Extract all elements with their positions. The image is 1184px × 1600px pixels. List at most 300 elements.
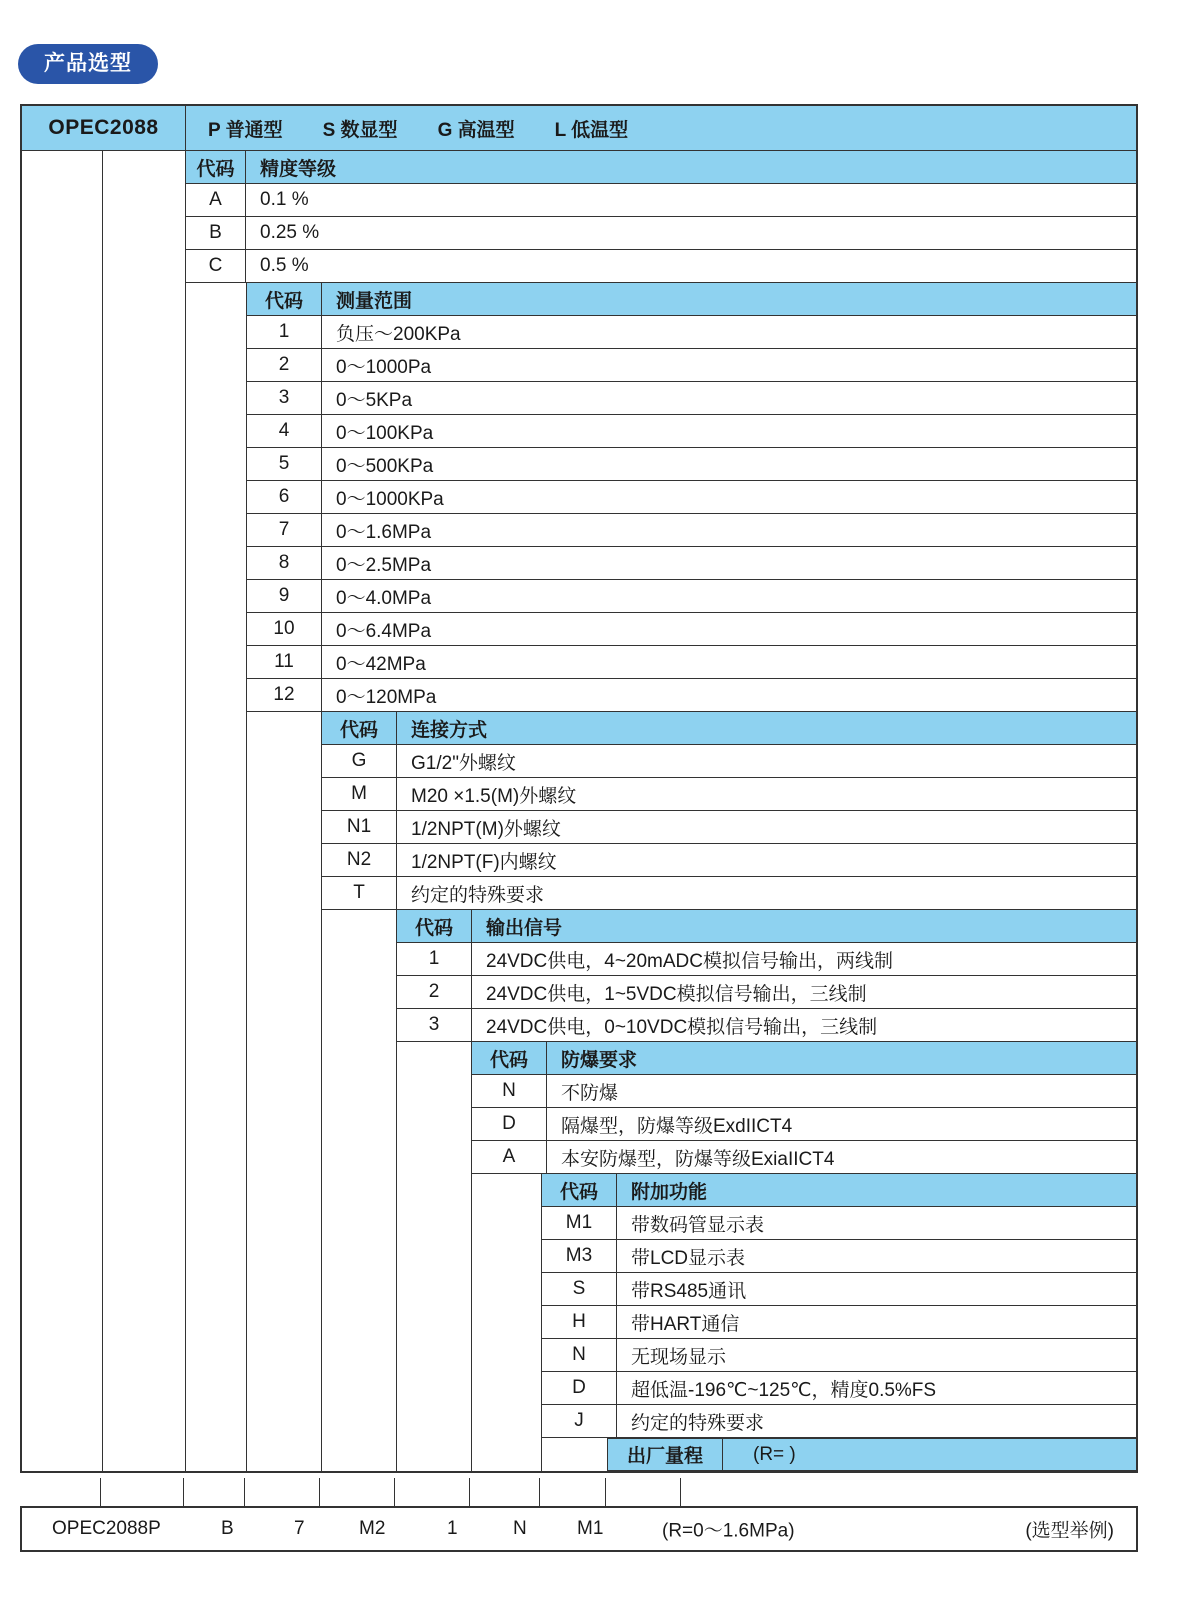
branch-connector bbox=[471, 1273, 472, 1306]
branch-connector bbox=[102, 778, 103, 811]
table-row bbox=[22, 1273, 1136, 1306]
row-desc-cell: M20 ×1.5(M)外螺纹 bbox=[396, 778, 1136, 811]
branch-connector bbox=[469, 1478, 470, 1508]
branch-connector bbox=[246, 712, 247, 745]
branch-connector bbox=[185, 349, 186, 382]
indent-spacer bbox=[22, 1141, 471, 1174]
indent-spacer bbox=[22, 1405, 541, 1438]
branch-connector bbox=[185, 613, 186, 646]
branch-connector bbox=[102, 1108, 103, 1141]
branch-connector bbox=[102, 481, 103, 514]
type-option-p: P 普通型 bbox=[208, 119, 283, 141]
indent-spacer bbox=[22, 316, 246, 349]
code-column-header: 代码 bbox=[321, 712, 396, 745]
branch-connector bbox=[185, 712, 186, 745]
branch-connector bbox=[471, 1438, 472, 1471]
branch-connector bbox=[102, 943, 103, 976]
row-code-cell: 11 bbox=[246, 646, 321, 679]
branch-connector bbox=[102, 1075, 103, 1108]
branch-connector bbox=[471, 1240, 472, 1273]
branch-connector bbox=[185, 1174, 186, 1207]
indent-spacer bbox=[22, 1339, 541, 1372]
branch-connector bbox=[185, 1372, 186, 1405]
table-row bbox=[22, 184, 1136, 217]
branch-connector bbox=[246, 1306, 247, 1339]
table-row bbox=[22, 613, 1136, 646]
table-row bbox=[22, 250, 1136, 283]
branch-connector bbox=[102, 844, 103, 877]
indent-spacer bbox=[22, 1207, 541, 1240]
row-desc-cell: 0～4.0MPa bbox=[321, 580, 1136, 613]
row-code-cell: 3 bbox=[246, 382, 321, 415]
branch-connector bbox=[185, 448, 186, 481]
row-code-cell: 8 bbox=[246, 547, 321, 580]
branch-connector bbox=[471, 1174, 472, 1207]
table-row bbox=[22, 415, 1136, 448]
row-code-cell: M3 bbox=[541, 1240, 616, 1273]
branch-connector bbox=[396, 1339, 397, 1372]
branch-connector bbox=[246, 1405, 247, 1438]
branch-connector bbox=[185, 844, 186, 877]
branch-connector bbox=[185, 1306, 186, 1339]
indent-spacer bbox=[22, 1009, 396, 1042]
branch-connector bbox=[102, 217, 103, 250]
branch-connector bbox=[185, 679, 186, 712]
branch-connector bbox=[102, 910, 103, 943]
branch-connector bbox=[102, 184, 103, 217]
example-extra: M1 bbox=[577, 1518, 604, 1539]
indent-spacer bbox=[22, 811, 321, 844]
row-code-cell: 5 bbox=[246, 448, 321, 481]
branch-connector bbox=[102, 1207, 103, 1240]
branch-connector bbox=[321, 1273, 322, 1306]
branch-connector bbox=[102, 712, 103, 745]
table-header-row bbox=[22, 106, 1136, 151]
branch-connector bbox=[102, 646, 103, 679]
table-row bbox=[22, 1207, 1136, 1240]
branch-connector bbox=[185, 1075, 186, 1108]
branch-connector bbox=[185, 481, 186, 514]
row-code-cell: 10 bbox=[246, 613, 321, 646]
indent-spacer bbox=[22, 1174, 541, 1207]
code-column-header: 代码 bbox=[246, 283, 321, 316]
branch-connector bbox=[102, 1306, 103, 1339]
factory-range-label: 出厂量程 bbox=[607, 1438, 722, 1471]
branch-connector bbox=[185, 514, 186, 547]
table-row bbox=[22, 877, 1136, 910]
branch-connector bbox=[102, 1240, 103, 1273]
section-header-accuracy bbox=[22, 151, 1136, 184]
row-desc-cell: 0～500KPa bbox=[321, 448, 1136, 481]
branch-connector bbox=[471, 1306, 472, 1339]
section-badge-wrapper bbox=[18, 44, 158, 84]
branch-connector bbox=[246, 1108, 247, 1141]
branch-connector bbox=[102, 1141, 103, 1174]
table-row bbox=[22, 217, 1136, 250]
table-row bbox=[22, 1372, 1136, 1405]
branch-connector bbox=[321, 1075, 322, 1108]
row-code-cell: J bbox=[541, 1405, 616, 1438]
branch-connector bbox=[102, 877, 103, 910]
desc-column-header: 附加功能 bbox=[616, 1174, 1136, 1207]
row-desc-cell: 0～6.4MPa bbox=[321, 613, 1136, 646]
branch-connector bbox=[185, 415, 186, 448]
indent-spacer bbox=[22, 1306, 541, 1339]
indent-spacer bbox=[22, 250, 185, 283]
branch-connector bbox=[321, 910, 322, 943]
branch-connector bbox=[396, 1207, 397, 1240]
branch-connector bbox=[102, 580, 103, 613]
indent-spacer bbox=[22, 1075, 471, 1108]
branch-connector bbox=[319, 1478, 320, 1508]
branch-connector bbox=[321, 1405, 322, 1438]
branch-connector bbox=[321, 1108, 322, 1141]
section-header-output bbox=[22, 910, 1136, 943]
row-code-cell: M1 bbox=[541, 1207, 616, 1240]
branch-connector bbox=[321, 1141, 322, 1174]
section-header-range bbox=[22, 283, 1136, 316]
row-desc-cell: 0～5KPa bbox=[321, 382, 1136, 415]
branch-connector bbox=[185, 877, 186, 910]
model-code-cell: OPEC2088 bbox=[48, 116, 159, 139]
branch-connector bbox=[102, 1042, 103, 1075]
row-desc-cell: 1/2NPT(M)外螺纹 bbox=[396, 811, 1136, 844]
branch-connector bbox=[394, 1478, 395, 1508]
table-row bbox=[22, 646, 1136, 679]
row-desc-cell: 0～120MPa bbox=[321, 679, 1136, 712]
row-code-cell: D bbox=[541, 1372, 616, 1405]
branch-connector bbox=[246, 1042, 247, 1075]
branch-connector bbox=[321, 1174, 322, 1207]
row-desc-cell: 约定的特殊要求 bbox=[616, 1405, 1136, 1438]
row-code-cell: N bbox=[541, 1339, 616, 1372]
branch-connector bbox=[102, 547, 103, 580]
indent-spacer bbox=[22, 877, 321, 910]
branch-connector bbox=[185, 1009, 186, 1042]
row-desc-cell: 24VDC供电，0~10VDC模拟信号输出，三线制 bbox=[471, 1009, 1136, 1042]
branch-connector bbox=[246, 844, 247, 877]
indent-spacer bbox=[22, 1273, 541, 1306]
branch-connector bbox=[102, 976, 103, 1009]
branch-connector bbox=[396, 1141, 397, 1174]
desc-column-header: 连接方式 bbox=[396, 712, 1136, 745]
row-code-cell: 7 bbox=[246, 514, 321, 547]
branch-connector bbox=[102, 448, 103, 481]
row-desc-cell: 0.5 % bbox=[245, 250, 1136, 283]
row-desc-cell: G1/2"外螺纹 bbox=[396, 745, 1136, 778]
row-code-cell: 6 bbox=[246, 481, 321, 514]
branch-connector bbox=[246, 976, 247, 1009]
branch-connector bbox=[541, 1438, 542, 1471]
table-row bbox=[22, 481, 1136, 514]
branch-connector bbox=[539, 1478, 540, 1508]
row-code-cell: 4 bbox=[246, 415, 321, 448]
branch-connector bbox=[321, 1438, 322, 1471]
branch-connector bbox=[185, 976, 186, 1009]
branch-connector bbox=[246, 778, 247, 811]
indent-spacer bbox=[22, 151, 185, 184]
model-types-cell bbox=[185, 106, 1136, 150]
branch-connector bbox=[471, 1207, 472, 1240]
product-selection-table bbox=[20, 104, 1138, 1473]
table-row bbox=[22, 1009, 1136, 1042]
indent-spacer bbox=[22, 1438, 607, 1471]
code-column-header: 代码 bbox=[471, 1042, 546, 1075]
indent-spacer bbox=[22, 712, 321, 745]
indent-spacer bbox=[22, 349, 246, 382]
row-desc-cell: 带数码管显示表 bbox=[616, 1207, 1136, 1240]
branch-connector bbox=[246, 910, 247, 943]
branch-connector bbox=[396, 1240, 397, 1273]
branch-connector bbox=[185, 646, 186, 679]
branch-connector bbox=[396, 1372, 397, 1405]
indent-spacer bbox=[22, 1240, 541, 1273]
table-row bbox=[22, 349, 1136, 382]
branch-connector bbox=[396, 1075, 397, 1108]
branch-connector bbox=[102, 514, 103, 547]
row-code-cell: A bbox=[471, 1141, 546, 1174]
table-row bbox=[22, 448, 1136, 481]
indent-spacer bbox=[22, 1372, 541, 1405]
indent-spacer bbox=[22, 943, 396, 976]
row-desc-cell: 带HART通信 bbox=[616, 1306, 1136, 1339]
row-code-cell: B bbox=[185, 217, 245, 250]
desc-column-header: 输出信号 bbox=[471, 910, 1136, 943]
example-connection: M2 bbox=[359, 1518, 386, 1539]
branch-connector bbox=[102, 1273, 103, 1306]
table-row bbox=[22, 547, 1136, 580]
branch-connector bbox=[185, 745, 186, 778]
row-code-cell: H bbox=[541, 1306, 616, 1339]
example-model: OPEC2088P bbox=[52, 1518, 161, 1539]
branch-connector bbox=[246, 1174, 247, 1207]
indent-spacer bbox=[22, 580, 246, 613]
row-desc-cell: 24VDC供电，4~20mADC模拟信号输出，两线制 bbox=[471, 943, 1136, 976]
branch-connector bbox=[680, 1478, 681, 1508]
indent-spacer bbox=[22, 1108, 471, 1141]
branch-connector bbox=[102, 1372, 103, 1405]
row-code-cell: A bbox=[185, 184, 245, 217]
row-code-cell: 1 bbox=[396, 943, 471, 976]
branch-connector bbox=[185, 943, 186, 976]
section-header-connection bbox=[22, 712, 1136, 745]
indent-spacer bbox=[22, 382, 246, 415]
indent-spacer bbox=[22, 976, 396, 1009]
table-row bbox=[22, 514, 1136, 547]
branch-connector bbox=[185, 382, 186, 415]
branch-connector bbox=[102, 1438, 103, 1471]
section-header-extra bbox=[22, 1174, 1136, 1207]
branch-connector bbox=[102, 613, 103, 646]
branch-connector bbox=[185, 316, 186, 349]
indent-spacer bbox=[22, 448, 246, 481]
row-code-cell: 12 bbox=[246, 679, 321, 712]
branch-connector bbox=[102, 1405, 103, 1438]
branch-connector bbox=[396, 1405, 397, 1438]
branch-connector bbox=[185, 1207, 186, 1240]
sections-host bbox=[22, 151, 1136, 1471]
branch-connector bbox=[185, 580, 186, 613]
branch-connector bbox=[321, 1339, 322, 1372]
factory-range-value: (R= ) bbox=[722, 1438, 1136, 1471]
row-code-cell: 2 bbox=[396, 976, 471, 1009]
branch-connector bbox=[102, 1339, 103, 1372]
row-desc-cell: 隔爆型，防爆等级ExdIICT4 bbox=[546, 1108, 1136, 1141]
code-column-header: 代码 bbox=[396, 910, 471, 943]
indent-spacer bbox=[22, 184, 185, 217]
branch-connector bbox=[102, 1174, 103, 1207]
branch-connector bbox=[396, 1042, 397, 1075]
row-desc-cell: 0～100KPa bbox=[321, 415, 1136, 448]
branch-connector bbox=[185, 1108, 186, 1141]
indent-spacer bbox=[22, 646, 246, 679]
table-row bbox=[22, 316, 1136, 349]
branch-connector bbox=[185, 1405, 186, 1438]
branch-connector bbox=[396, 1438, 397, 1471]
branch-connector bbox=[321, 943, 322, 976]
row-code-cell: 9 bbox=[246, 580, 321, 613]
row-code-cell: 2 bbox=[246, 349, 321, 382]
table-row bbox=[22, 1339, 1136, 1372]
row-code-cell: C bbox=[185, 250, 245, 283]
branch-connector bbox=[100, 1478, 101, 1508]
row-desc-cell: 约定的特殊要求 bbox=[396, 877, 1136, 910]
branch-connector bbox=[471, 1339, 472, 1372]
table-row bbox=[22, 1240, 1136, 1273]
branch-connector bbox=[102, 283, 103, 316]
branch-connector bbox=[246, 1240, 247, 1273]
table-row bbox=[22, 1405, 1136, 1438]
branch-connector bbox=[321, 1306, 322, 1339]
row-desc-cell: 0～1000Pa bbox=[321, 349, 1136, 382]
row-code-cell: M bbox=[321, 778, 396, 811]
row-desc-cell: 带RS485通讯 bbox=[616, 1273, 1136, 1306]
table-row bbox=[22, 1075, 1136, 1108]
branch-connector bbox=[102, 811, 103, 844]
indent-spacer bbox=[22, 778, 321, 811]
row-code-cell: N2 bbox=[321, 844, 396, 877]
indent-spacer bbox=[22, 415, 246, 448]
branch-connector bbox=[102, 151, 103, 184]
branch-connector bbox=[246, 1273, 247, 1306]
branch-connector bbox=[102, 316, 103, 349]
indent-spacer bbox=[22, 679, 246, 712]
branch-connector bbox=[321, 1240, 322, 1273]
connector-lines bbox=[20, 1478, 1138, 1508]
indent-spacer bbox=[22, 283, 246, 316]
branch-connector bbox=[321, 1009, 322, 1042]
row-code-cell: G bbox=[321, 745, 396, 778]
branch-connector bbox=[102, 415, 103, 448]
branch-connector bbox=[246, 943, 247, 976]
row-desc-cell: 0～42MPa bbox=[321, 646, 1136, 679]
branch-connector bbox=[185, 283, 186, 316]
branch-connector bbox=[102, 745, 103, 778]
row-code-cell: 3 bbox=[396, 1009, 471, 1042]
branch-connector bbox=[246, 811, 247, 844]
example-note: (选型举例) bbox=[1025, 1520, 1114, 1542]
example-factory-range: (R=0～1.6MPa) bbox=[662, 1520, 795, 1542]
branch-connector bbox=[246, 1372, 247, 1405]
row-code-cell: D bbox=[471, 1108, 546, 1141]
code-column-header: 代码 bbox=[185, 151, 245, 184]
selection-example-row bbox=[20, 1506, 1138, 1552]
branch-connector bbox=[396, 1273, 397, 1306]
row-desc-cell: 不防爆 bbox=[546, 1075, 1136, 1108]
branch-connector bbox=[321, 1207, 322, 1240]
desc-column-header: 防爆要求 bbox=[546, 1042, 1136, 1075]
row-desc-cell: 超低温-196℃~125℃，精度0.5%FS bbox=[616, 1372, 1136, 1405]
row-desc-cell: 0.1 % bbox=[245, 184, 1136, 217]
branch-connector bbox=[396, 1306, 397, 1339]
branch-connector bbox=[102, 679, 103, 712]
branch-connector bbox=[246, 1339, 247, 1372]
branch-connector bbox=[246, 1141, 247, 1174]
row-desc-cell: 无现场显示 bbox=[616, 1339, 1136, 1372]
branch-connector bbox=[605, 1478, 606, 1508]
branch-connector bbox=[246, 877, 247, 910]
branch-connector bbox=[185, 1273, 186, 1306]
indent-spacer bbox=[22, 547, 246, 580]
indent-spacer bbox=[22, 514, 246, 547]
product-selection-badge: 产品选型 bbox=[18, 44, 158, 84]
branch-connector bbox=[185, 910, 186, 943]
branch-connector bbox=[246, 745, 247, 778]
row-code-cell: T bbox=[321, 877, 396, 910]
table-row bbox=[22, 679, 1136, 712]
branch-connector bbox=[246, 1075, 247, 1108]
branch-connector bbox=[396, 1108, 397, 1141]
indent-spacer bbox=[22, 481, 246, 514]
example-range: 7 bbox=[294, 1518, 305, 1539]
branch-connector bbox=[321, 1372, 322, 1405]
factory-range-row bbox=[22, 1438, 1136, 1471]
branch-connector bbox=[246, 1438, 247, 1471]
example-accuracy: B bbox=[221, 1518, 234, 1539]
table-row bbox=[22, 844, 1136, 877]
table-row bbox=[22, 1141, 1136, 1174]
table-row bbox=[22, 382, 1136, 415]
row-desc-cell: 负压～200KPa bbox=[321, 316, 1136, 349]
table-row bbox=[22, 1108, 1136, 1141]
branch-connector bbox=[396, 1174, 397, 1207]
branch-connector bbox=[471, 1372, 472, 1405]
branch-connector bbox=[102, 382, 103, 415]
indent-spacer bbox=[22, 613, 246, 646]
branch-connector bbox=[185, 1438, 186, 1471]
row-code-cell: S bbox=[541, 1273, 616, 1306]
type-option-l: L 低温型 bbox=[554, 119, 629, 141]
row-desc-cell: 1/2NPT(F)内螺纹 bbox=[396, 844, 1136, 877]
indent-spacer bbox=[22, 1042, 471, 1075]
code-column-header: 代码 bbox=[541, 1174, 616, 1207]
branch-connector bbox=[471, 1405, 472, 1438]
table-row bbox=[22, 778, 1136, 811]
branch-connector bbox=[321, 1042, 322, 1075]
indent-spacer bbox=[22, 910, 396, 943]
branch-connector bbox=[321, 976, 322, 1009]
branch-connector bbox=[102, 1009, 103, 1042]
type-option-g: G 高温型 bbox=[437, 119, 515, 141]
table-row bbox=[22, 580, 1136, 613]
section-header-explosionproof bbox=[22, 1042, 1136, 1075]
indent-spacer bbox=[22, 745, 321, 778]
example-explosionproof: N bbox=[513, 1518, 527, 1539]
branch-connector bbox=[185, 811, 186, 844]
row-desc-cell: 0～1000KPa bbox=[321, 481, 1136, 514]
table-row bbox=[22, 1306, 1136, 1339]
branch-connector bbox=[183, 1478, 184, 1508]
